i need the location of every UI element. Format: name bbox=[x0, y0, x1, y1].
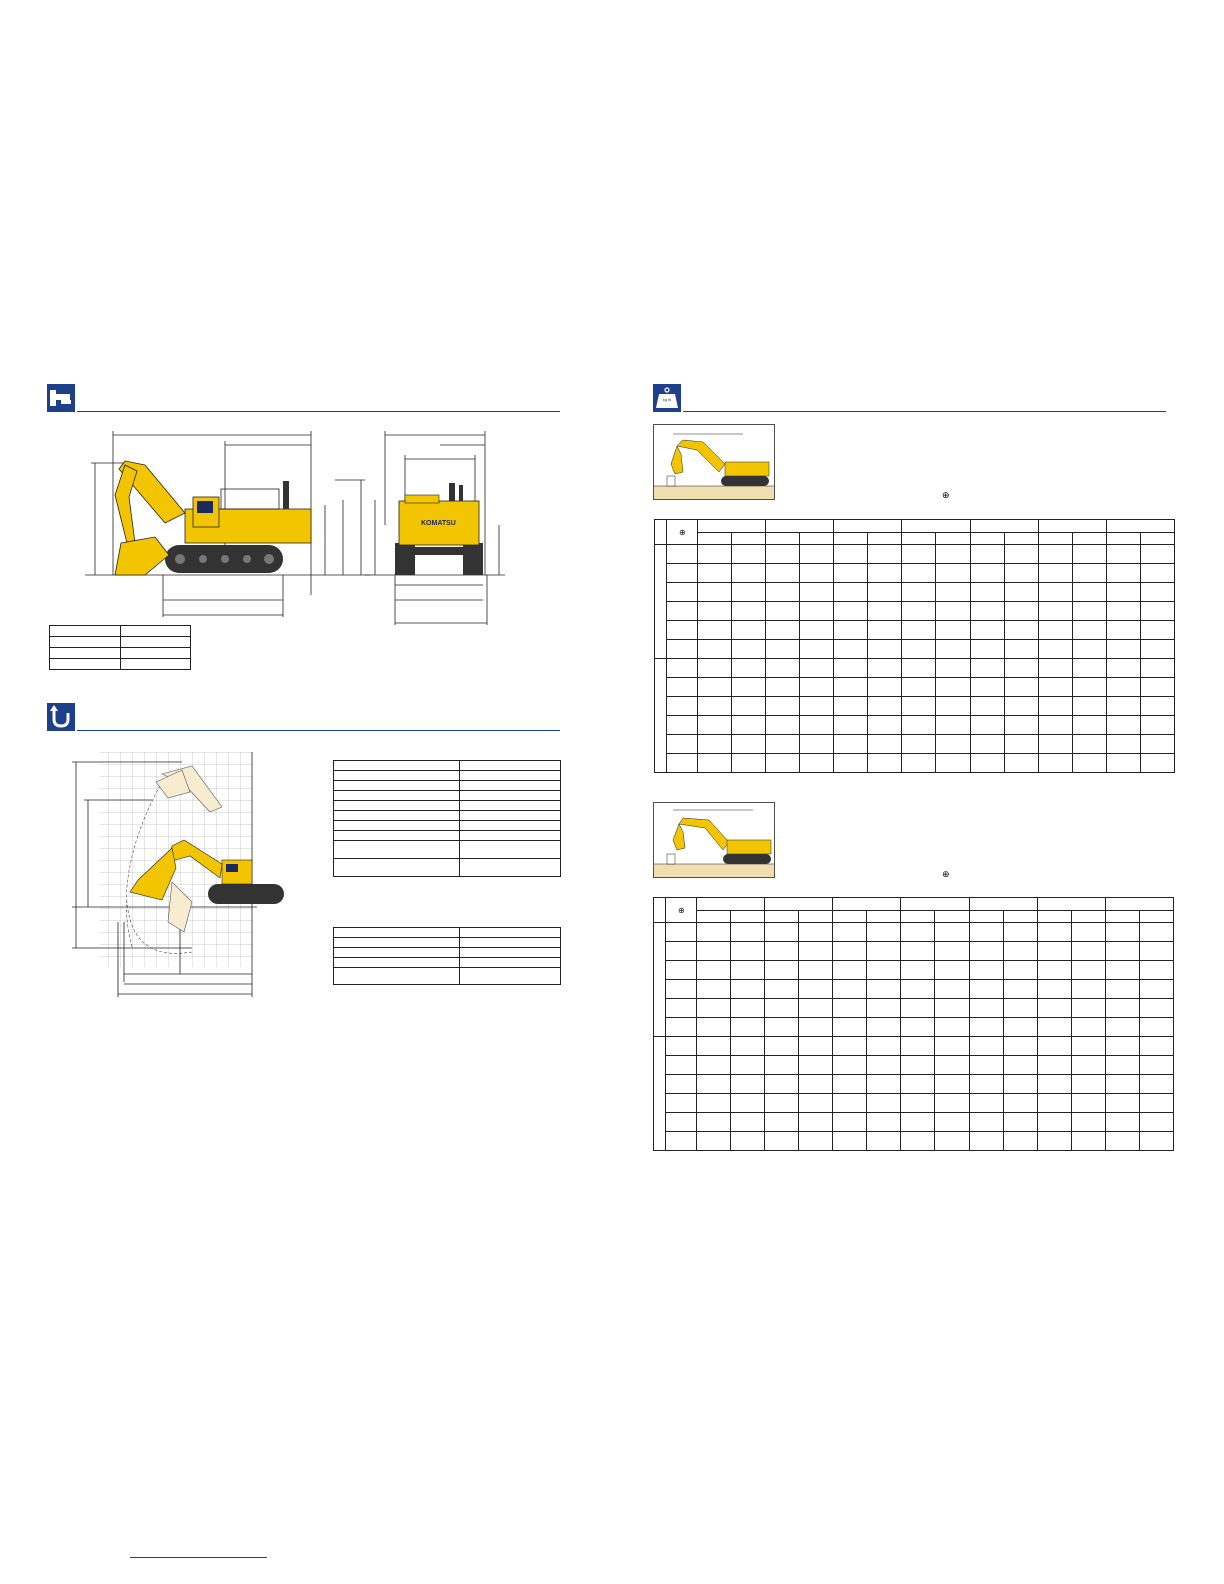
lifting-capacity-table-2 bbox=[653, 897, 1174, 1151]
section-rule-lifting-capacity bbox=[683, 411, 1166, 412]
excavator-side-view-diagram bbox=[85, 425, 375, 625]
lifting-capacity-thumbnail-1 bbox=[653, 424, 775, 500]
footer-link-underline[interactable] bbox=[130, 1557, 267, 1558]
lifting-capacity-icon-badge: kg lb bbox=[662, 397, 672, 402]
working-range-diagram bbox=[72, 752, 257, 1000]
working-range-table-2 bbox=[333, 927, 561, 985]
load-symbol-2: ⊕ bbox=[679, 527, 686, 537]
section-rule-working-range bbox=[77, 730, 560, 731]
load-symbol-4: ⊕ bbox=[678, 905, 685, 915]
komatsu-logo-front: KOMATSU bbox=[421, 520, 456, 527]
working-range-table bbox=[333, 760, 561, 877]
load-symbol-1: ⊕ bbox=[942, 490, 950, 500]
section-rule-dimensions bbox=[77, 411, 560, 412]
excavator-front-view-diagram bbox=[365, 425, 505, 630]
lifting-capacity-table-1 bbox=[654, 519, 1175, 773]
dimensions-table bbox=[49, 625, 191, 670]
lifting-capacity-thumbnail-2 bbox=[653, 802, 775, 878]
dimensions-icon bbox=[47, 384, 75, 412]
load-symbol-3: ⊕ bbox=[942, 869, 950, 879]
working-range-icon bbox=[47, 703, 75, 731]
